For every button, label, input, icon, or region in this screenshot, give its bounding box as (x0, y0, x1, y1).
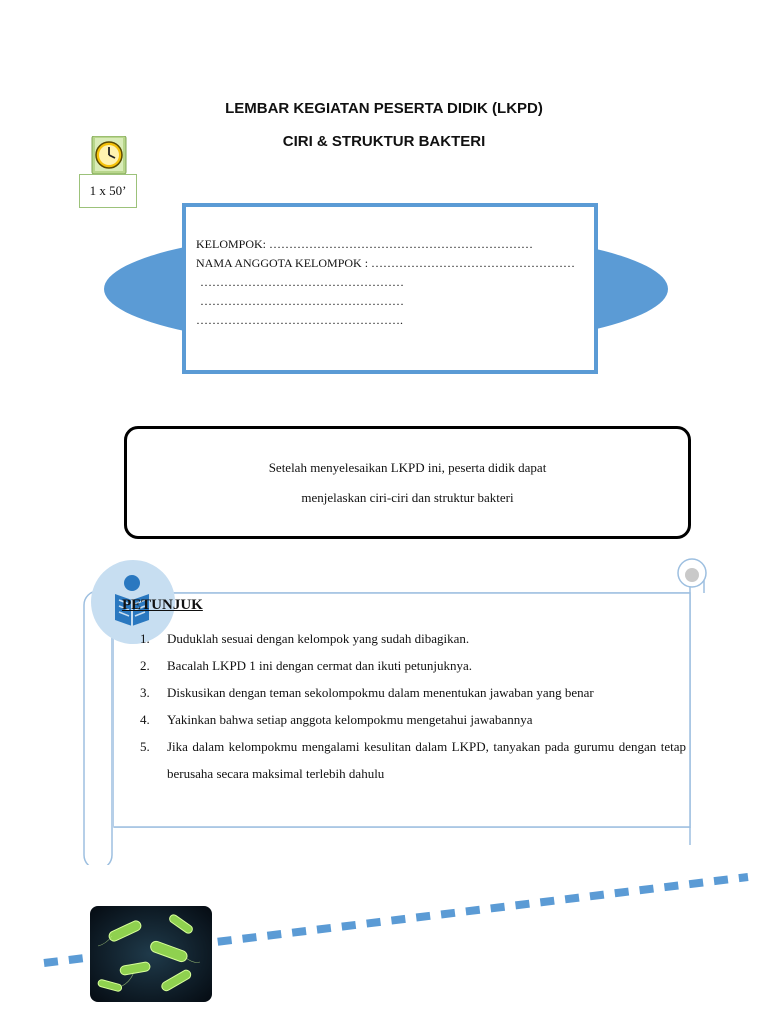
item-text: Jika dalam kelompokmu mengalami kesulitan dalam LKPD, tanyakan pada gurumu dengan tetap berusaha secara maksimal terlebih dahulu (167, 739, 686, 781)
instructions-title: PETUNJUK (122, 597, 203, 613)
item-number: 3. (140, 685, 150, 700)
group-field[interactable]: KELOMPOK: ………………………………………………………… (196, 237, 534, 251)
list-item (140, 679, 686, 706)
item-number: 4. (140, 712, 150, 727)
group-identity-box (182, 203, 598, 374)
duration-badge: 1 x 50’ (79, 174, 137, 208)
members-field[interactable]: NAMA ANGGOTA KELOMPOK : …………………………………………… (196, 256, 576, 270)
item-number: 5. (140, 739, 150, 754)
member-line-1[interactable]: …………………………………………… (200, 275, 404, 289)
item-number: 1. (140, 631, 150, 646)
objective-line-2: menjelaskan ciri-ciri dan struktur bakteri (301, 489, 514, 505)
list-item (140, 733, 686, 787)
instruction-list (140, 625, 686, 787)
bacteria-image (90, 906, 212, 1002)
page-subtitle: CIRI & STRUKTUR BAKTERI (282, 133, 486, 150)
member-line-3[interactable]: ……………………………………………. (196, 313, 403, 327)
item-text: Bacalah LKPD 1 ini dengan cermat dan ikuti petunjuknya. (167, 658, 473, 673)
item-number: 2. (140, 658, 150, 673)
learning-objective-box (124, 426, 691, 539)
page-title: LEMBAR KEGIATAN PESERTA DIDIK (LKPD) (225, 100, 543, 117)
item-text: Duduklah sesuai dengan kelompok yang sudah dibagikan. (167, 631, 470, 646)
objective-line-1: Setelah menyelesaikan LKPD ini, peserta didik dapat (268, 459, 547, 475)
clock-icon (90, 136, 130, 176)
item-text: Yakinkan bahwa setiap anggota kelompokmu mengetahui jawabannya (167, 712, 533, 727)
list-item (140, 706, 686, 733)
list-item (140, 652, 686, 679)
list-item (140, 625, 686, 652)
item-text: Diskusikan dengan teman sekolompokmu dalam menentukan jawaban yang benar (167, 685, 594, 700)
member-line-2[interactable]: …………………………………………… (200, 294, 404, 308)
